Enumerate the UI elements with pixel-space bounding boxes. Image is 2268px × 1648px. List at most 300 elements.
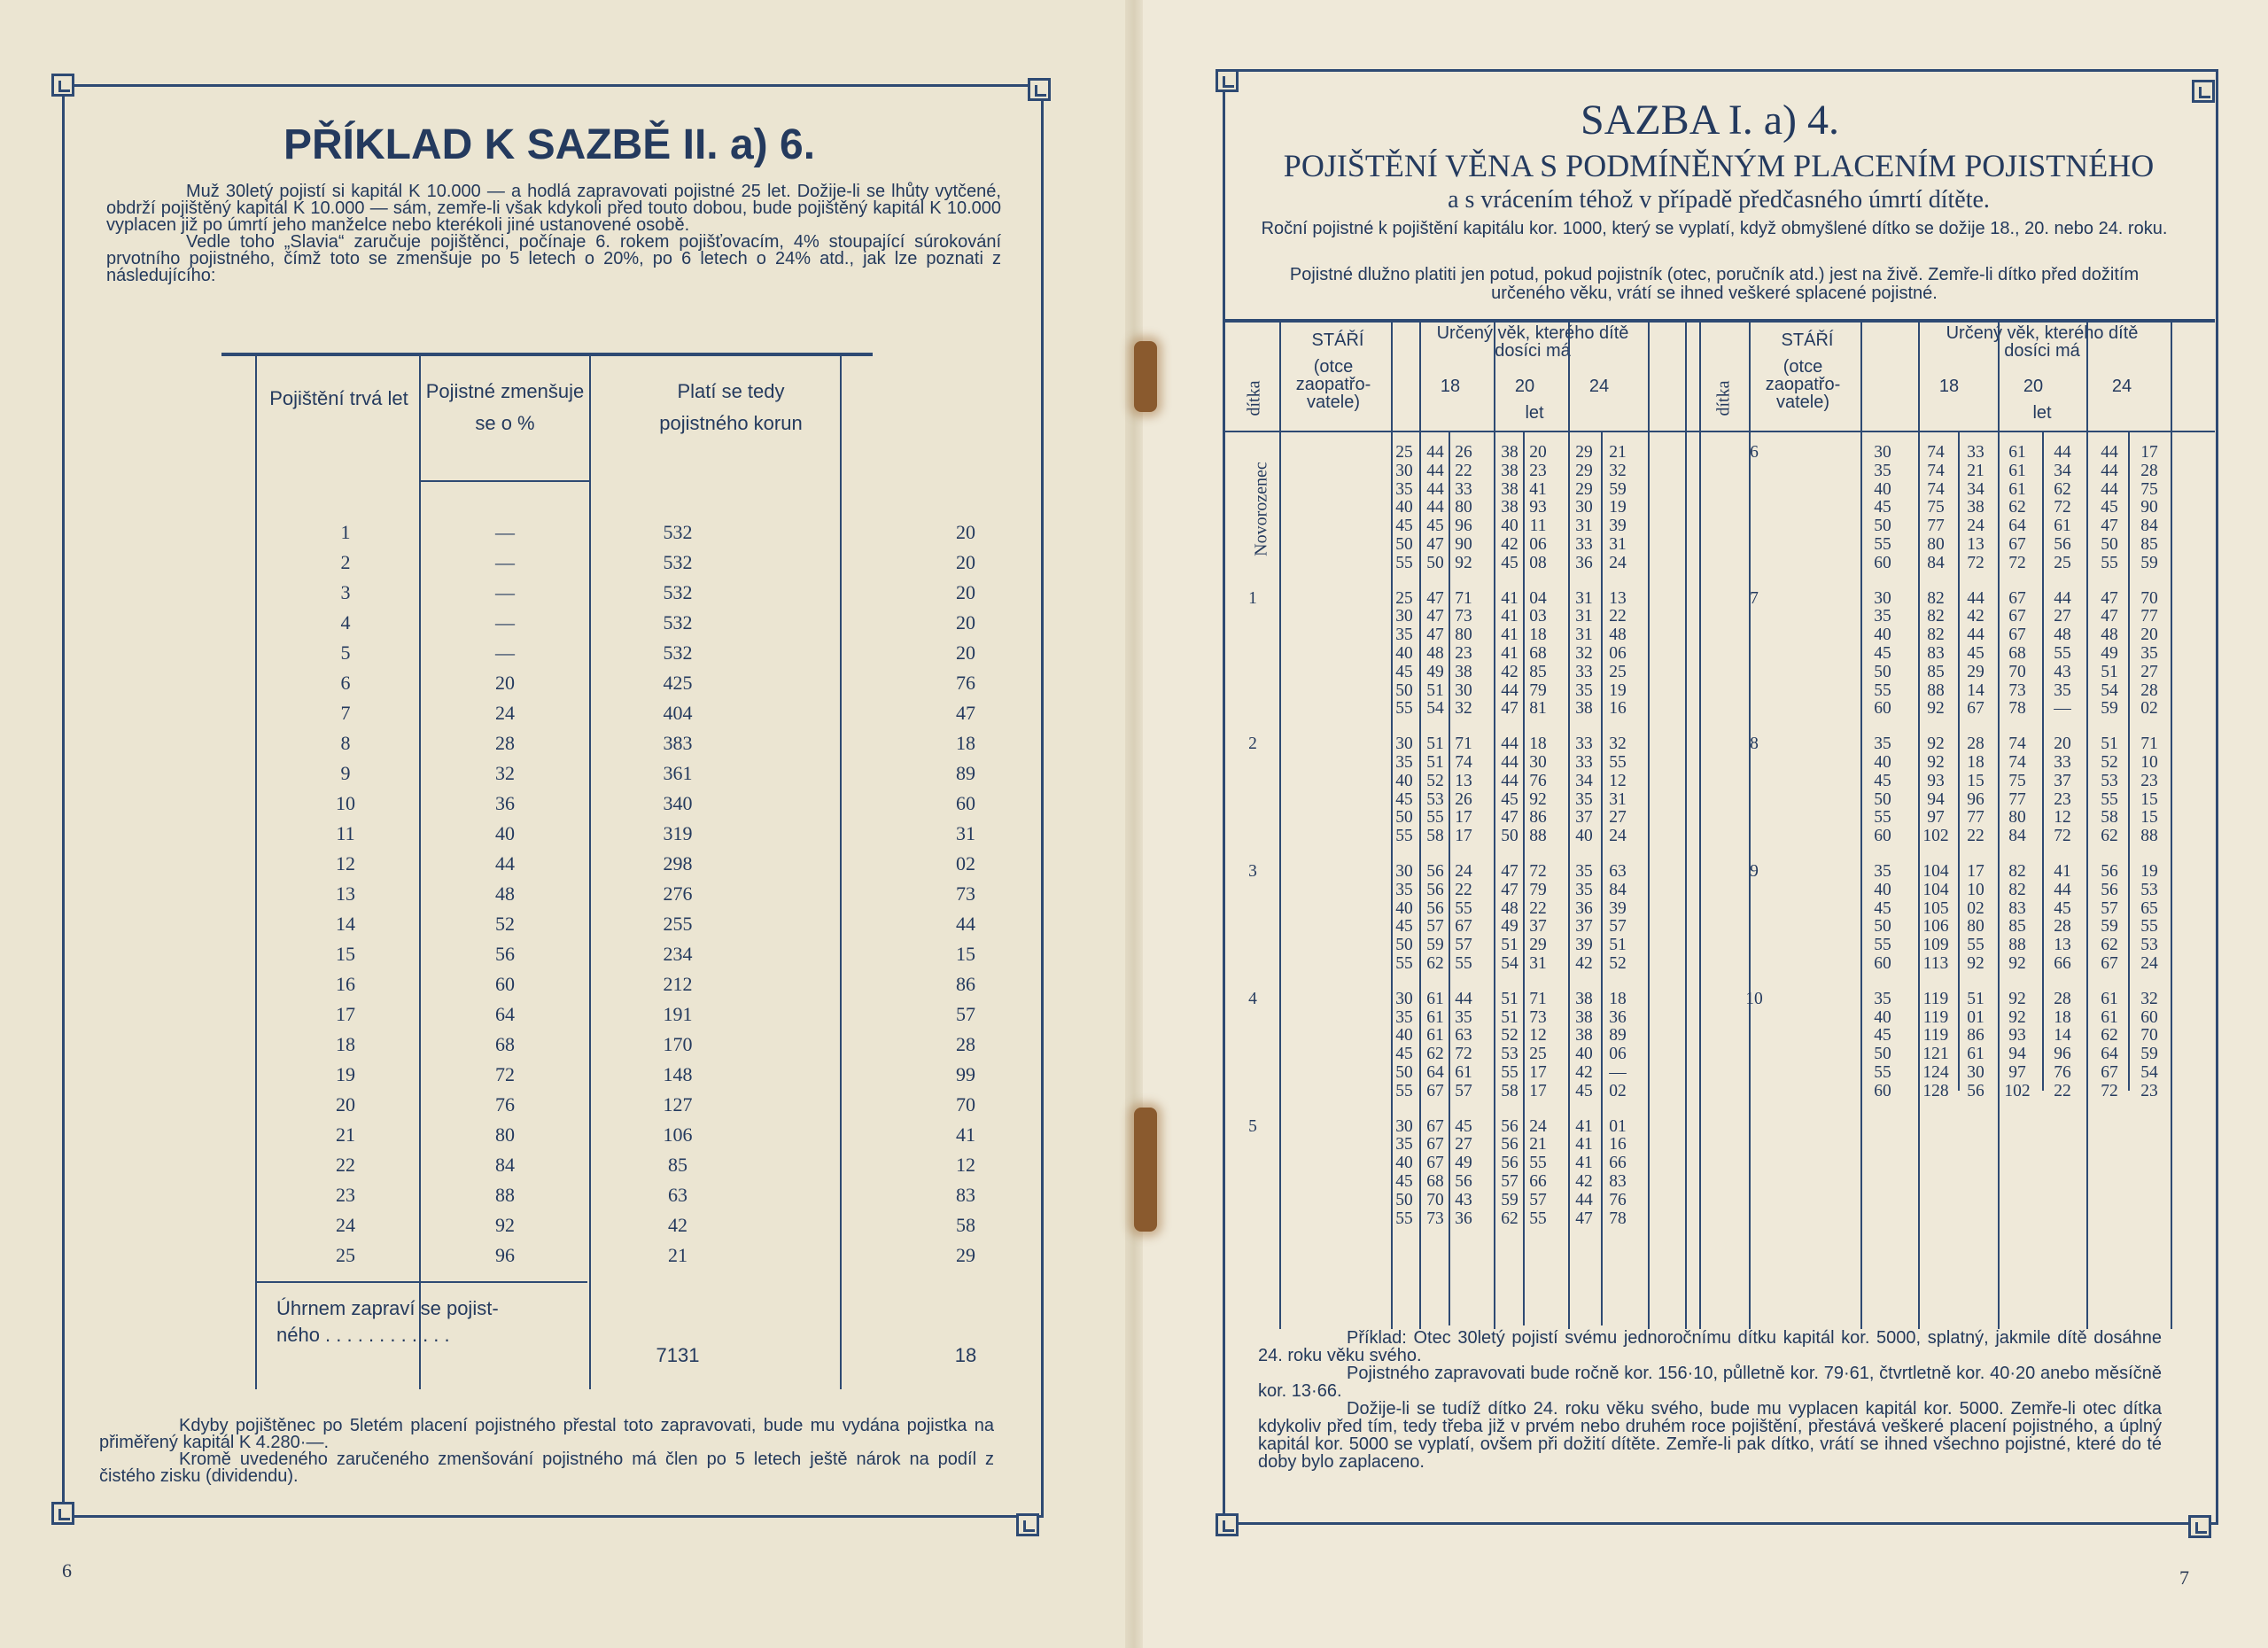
rate-cell: 30 bbox=[1395, 862, 1413, 881]
rate-cell: 14 bbox=[2054, 1026, 2071, 1046]
rate-cell: 54 bbox=[1426, 699, 1444, 719]
rate-cell: 23 bbox=[2140, 771, 2158, 790]
rate-cell: 55 bbox=[1426, 808, 1444, 828]
example-paragraph-1: Příklad: Otec 30letý pojistí svému jednoročnímu dítku kapitál kor. 5000, splatný, jakmile dítě dosáhne 24. roku věku svého. bbox=[1258, 1328, 2162, 1365]
rate-cell: 38 bbox=[1575, 1026, 1593, 1046]
header-urceny-right: Určený věk, kterého dítě dosíci má bbox=[1946, 323, 2139, 361]
rate-cell: 75 bbox=[2140, 479, 2158, 499]
rate-cell: 92 bbox=[2008, 954, 2026, 973]
rate-cell: 06 bbox=[1609, 644, 1627, 663]
rate-cell: 37 bbox=[1529, 917, 1547, 937]
rate-cell: 01 bbox=[1609, 1116, 1627, 1136]
hal-cell: 58 bbox=[956, 1214, 975, 1236]
rate-cell: 24 bbox=[1529, 1116, 1547, 1136]
reduction-cell: 76 bbox=[495, 1093, 515, 1116]
rate-cell: 52 bbox=[2101, 753, 2118, 772]
korun-cell: 532 bbox=[663, 611, 693, 634]
reduction-cell: 32 bbox=[495, 762, 515, 784]
rate-cell: 51 bbox=[1501, 1007, 1518, 1027]
rate-cell: 50 bbox=[1395, 535, 1413, 554]
rate-cell: 35 bbox=[2054, 680, 2071, 700]
rate-cell: 85 bbox=[2008, 917, 2026, 937]
rate-cell: 77 bbox=[2008, 789, 2026, 809]
rate-cell: 58 bbox=[2101, 808, 2118, 828]
rate-cell: 93 bbox=[2008, 1026, 2026, 1046]
rate-cell: 85 bbox=[1529, 662, 1547, 681]
rate-cell: 44 bbox=[1967, 588, 1984, 608]
rate-cell: 67 bbox=[1967, 699, 1984, 719]
rate-cell: 51 bbox=[1967, 989, 1984, 1008]
rate-cell: 37 bbox=[1575, 808, 1593, 828]
rate-cell: 35 bbox=[1575, 880, 1593, 899]
rate-cell: 40 bbox=[1874, 880, 1891, 899]
rate-cell: 41 bbox=[1501, 607, 1518, 626]
rate-cell: 29 bbox=[1575, 479, 1593, 499]
rate-cell: 44 bbox=[2054, 880, 2071, 899]
hal-cell: 41 bbox=[956, 1123, 975, 1146]
rate-cell: 61 bbox=[1455, 1063, 1472, 1082]
corner-ornament bbox=[1216, 1513, 1239, 1536]
reduction-cell: 80 bbox=[495, 1123, 515, 1146]
rate-cell: 27 bbox=[1609, 808, 1627, 828]
rate-cell: 39 bbox=[1609, 517, 1627, 536]
rate-cell: 42 bbox=[1967, 607, 1984, 626]
rate-cell: 96 bbox=[2054, 1045, 2071, 1064]
rate-cell: 29 bbox=[1575, 461, 1593, 480]
rate-cell: 33 bbox=[1575, 662, 1593, 681]
page-number-right: 7 bbox=[2179, 1566, 2189, 1589]
rate-cell: 24 bbox=[2140, 954, 2158, 973]
rate-cell: 53 bbox=[1501, 1045, 1518, 1064]
table-row bbox=[221, 973, 975, 1003]
table-rule bbox=[1749, 319, 1751, 1329]
rate-cell: 128 bbox=[1922, 1081, 1949, 1100]
reduction-cell: 24 bbox=[495, 702, 515, 724]
hal-cell: 31 bbox=[956, 822, 975, 844]
rate-cell: 31 bbox=[1529, 954, 1547, 973]
rate-cell: 28 bbox=[1967, 735, 1984, 754]
intro-paragraph-1: Muž 30letý pojistí si kapitál K 10.000 — a hodlá zapravovati pojistné 25 let. Dožije-li se lhůty vytčené, obdrží pojištěný kapitál K 10.000 — sám, zemře-li však kdykoli před touto dobou, bude pojištěný kapitál K 10.000 vyplacen již po úmrtí jeho manželce nebo kterékoli jiné ustanovené osobě. bbox=[106, 182, 1001, 235]
rate-cell: 35 bbox=[1874, 607, 1891, 626]
rate-cell: 18 bbox=[2054, 1007, 2071, 1027]
rate-cell: 51 bbox=[1609, 936, 1627, 955]
rate-cell: 38 bbox=[1501, 498, 1518, 517]
rate-cell: 59 bbox=[2101, 917, 2118, 937]
rate-cell: 67 bbox=[2101, 1063, 2118, 1082]
total-label-line2: ného . . . . . . . . . . . . bbox=[276, 1324, 450, 1346]
rate-cell: 84 bbox=[2008, 827, 2026, 846]
rate-cell: 40 bbox=[1395, 771, 1413, 790]
child-age-label: 6 bbox=[1750, 443, 1759, 462]
reduction-cell: 56 bbox=[495, 943, 515, 965]
rate-cell: 18 bbox=[1529, 626, 1547, 645]
rate-cell: 73 bbox=[2008, 680, 2026, 700]
korun-cell: 425 bbox=[663, 672, 693, 694]
duration-cell: 22 bbox=[336, 1154, 355, 1176]
rate-cell: 92 bbox=[1967, 954, 1984, 973]
rate-cell: 104 bbox=[1922, 880, 1949, 899]
hal-cell: 76 bbox=[956, 672, 975, 694]
rate-cell: 55 bbox=[1395, 1081, 1413, 1100]
korun-cell: 298 bbox=[663, 852, 693, 875]
rate-cell: 23 bbox=[1455, 644, 1472, 663]
rate-cell: 34 bbox=[1575, 771, 1593, 790]
rate-cell: 102 bbox=[1922, 827, 1949, 846]
rate-cell: 45 bbox=[1874, 771, 1891, 790]
rate-cell: 66 bbox=[1609, 1154, 1627, 1173]
rate-cell: 83 bbox=[1927, 644, 1945, 663]
rate-cell: 44 bbox=[1501, 753, 1518, 772]
rate-cell: 51 bbox=[2101, 735, 2118, 754]
rate-cell: 88 bbox=[2140, 827, 2158, 846]
rate-cell: 62 bbox=[1501, 1209, 1518, 1228]
rate-cell: 22 bbox=[1455, 880, 1472, 899]
rate-cell: 45 bbox=[1455, 1116, 1472, 1136]
korun-cell: 404 bbox=[663, 702, 693, 724]
rate-cell: 93 bbox=[1927, 771, 1945, 790]
rate-cell: 21 bbox=[1609, 443, 1627, 462]
rate-cell: 56 bbox=[1501, 1135, 1518, 1154]
duration-cell: 5 bbox=[340, 641, 351, 664]
header-rule bbox=[419, 480, 589, 482]
rate-cell: 47 bbox=[1501, 862, 1518, 881]
reduction-cell: 20 bbox=[495, 672, 515, 694]
rate-cell: 20 bbox=[2054, 735, 2071, 754]
rate-cell: 74 bbox=[1455, 753, 1472, 772]
rate-cell: 37 bbox=[2054, 771, 2071, 790]
rate-cell: 67 bbox=[2008, 626, 2026, 645]
rate-cell: 40 bbox=[1501, 517, 1518, 536]
rate-cell: 38 bbox=[1501, 479, 1518, 499]
rate-cell: 67 bbox=[1426, 1154, 1444, 1173]
rate-cell: 40 bbox=[1395, 644, 1413, 663]
child-age-label: 5 bbox=[1248, 1116, 1257, 1136]
rate-cell: 76 bbox=[1609, 1190, 1627, 1209]
rate-cell: 72 bbox=[2054, 827, 2071, 846]
rate-cell: 57 bbox=[1426, 917, 1444, 937]
table-rule bbox=[1699, 319, 1701, 1329]
korun-cell: 234 bbox=[663, 943, 693, 965]
rate-cell: 51 bbox=[1426, 680, 1444, 700]
table-top-rule bbox=[1223, 319, 2215, 323]
rate-cell: 50 bbox=[1874, 917, 1891, 937]
rate-cell: 57 bbox=[1455, 936, 1472, 955]
rate-cell: 22 bbox=[1455, 461, 1472, 480]
korun-cell: 191 bbox=[663, 1003, 693, 1025]
table-row bbox=[221, 1003, 975, 1033]
rate-cell: 67 bbox=[1426, 1135, 1444, 1154]
rate-cell: 50 bbox=[1395, 1063, 1413, 1082]
rate-cell: 61 bbox=[1426, 1026, 1444, 1046]
rate-cell: 51 bbox=[1426, 753, 1444, 772]
rate-cell: 92 bbox=[1927, 699, 1945, 719]
rate-cell: 31 bbox=[1575, 626, 1593, 645]
rate-cell: 47 bbox=[1501, 699, 1518, 719]
reduction-cell: — bbox=[495, 521, 515, 543]
rate-cell: 59 bbox=[1426, 936, 1444, 955]
rate-cell: 26 bbox=[1455, 443, 1472, 462]
header-urceny-left: Určený věk, kterého dítě dosíci má bbox=[1436, 323, 1629, 361]
rate-cell: 39 bbox=[1575, 936, 1593, 955]
rate-cell: 26 bbox=[1455, 789, 1472, 809]
korun-cell: 42 bbox=[668, 1214, 687, 1236]
rate-cell: 51 bbox=[1501, 989, 1518, 1008]
rate-cell: 82 bbox=[1927, 626, 1945, 645]
korun-cell: 21 bbox=[668, 1244, 687, 1266]
reduction-cell: 36 bbox=[495, 792, 515, 814]
rate-cell: 35 bbox=[1874, 862, 1891, 881]
rate-cell: 55 bbox=[1874, 808, 1891, 828]
rate-cell: 30 bbox=[1395, 607, 1413, 626]
rate-cell: 84 bbox=[1927, 553, 1945, 572]
rate-cell: 86 bbox=[1529, 808, 1547, 828]
rate-cell: 55 bbox=[1395, 553, 1413, 572]
duration-cell: 8 bbox=[340, 732, 351, 754]
rate-cell: 97 bbox=[2008, 1063, 2026, 1082]
rate-cell: 61 bbox=[2008, 461, 2026, 480]
rate-cell: 106 bbox=[1922, 917, 1949, 937]
rate-cell: 62 bbox=[2054, 479, 2071, 499]
hal-cell: 20 bbox=[956, 581, 975, 603]
child-age-label: 8 bbox=[1750, 735, 1759, 754]
table-row bbox=[221, 852, 975, 882]
rate-cell: 64 bbox=[2008, 517, 2026, 536]
table-row bbox=[221, 551, 975, 581]
rate-cell: 56 bbox=[1501, 1116, 1518, 1136]
rate-cell: 35 bbox=[1395, 880, 1413, 899]
rate-cell: 109 bbox=[1922, 936, 1949, 955]
rate-cell: 50 bbox=[1395, 808, 1413, 828]
rate-cell: 12 bbox=[1609, 771, 1627, 790]
rate-cell: 80 bbox=[1967, 917, 1984, 937]
rate-cell: 22 bbox=[2054, 1081, 2071, 1100]
rate-cell: 44 bbox=[1575, 1190, 1593, 1209]
corner-ornament bbox=[51, 1502, 74, 1525]
rate-cell: 81 bbox=[1529, 699, 1547, 719]
total-korun: 7131 bbox=[656, 1344, 700, 1366]
duration-cell: 15 bbox=[336, 943, 355, 965]
rate-cell: 51 bbox=[1501, 936, 1518, 955]
total-hal: 18 bbox=[954, 1344, 977, 1366]
rate-cell: 77 bbox=[2140, 607, 2158, 626]
duration-cell: 3 bbox=[340, 581, 351, 603]
rate-cell: 17 bbox=[1529, 1063, 1547, 1082]
rate-cell: 55 bbox=[1874, 680, 1891, 700]
rate-cell: 97 bbox=[1927, 808, 1945, 828]
rate-cell: 45 bbox=[1395, 1172, 1413, 1191]
rate-cell: 53 bbox=[2101, 771, 2118, 790]
header-otce-right: (otce zaopatřo- vatele) bbox=[1765, 357, 1841, 412]
table-row bbox=[221, 732, 975, 762]
table-row bbox=[221, 702, 975, 732]
rate-cell: 45 bbox=[1874, 898, 1891, 918]
korun-cell: 532 bbox=[663, 551, 693, 573]
rate-cell: 27 bbox=[2054, 607, 2071, 626]
rate-cell: 59 bbox=[1609, 479, 1627, 499]
rate-cell: 119 bbox=[1922, 989, 1949, 1008]
rate-cell: 45 bbox=[2054, 898, 2071, 918]
table-rule bbox=[2086, 319, 2088, 1329]
hal-cell: 83 bbox=[956, 1184, 975, 1206]
left-intro bbox=[106, 183, 1001, 284]
child-age-label: Novorozenec bbox=[1251, 461, 1271, 556]
header-reduction: Pojistné zmenšuje se o % bbox=[425, 380, 585, 434]
rate-cell: 17 bbox=[2140, 443, 2158, 462]
rate-cell: 74 bbox=[1927, 479, 1945, 499]
rate-cell: 23 bbox=[2140, 1081, 2158, 1100]
rate-cell: 73 bbox=[1455, 607, 1472, 626]
rate-cell: 24 bbox=[1609, 827, 1627, 846]
rate-cell: 15 bbox=[2140, 789, 2158, 809]
child-age-label: 2 bbox=[1248, 735, 1257, 754]
rate-cell: 76 bbox=[2054, 1063, 2071, 1082]
rate-cell: — bbox=[2054, 699, 2071, 719]
korun-cell: 212 bbox=[663, 973, 693, 995]
hal-cell: 28 bbox=[956, 1033, 975, 1055]
table-row bbox=[221, 672, 975, 702]
rate-cell: 10 bbox=[2140, 753, 2158, 772]
rate-cell: 25 bbox=[1395, 443, 1413, 462]
duration-cell: 14 bbox=[336, 913, 355, 935]
rate-cell: 12 bbox=[1529, 1026, 1547, 1046]
rate-cell: 62 bbox=[2101, 936, 2118, 955]
rate-cell: 92 bbox=[2008, 1007, 2026, 1027]
rate-cell: 11 bbox=[1529, 517, 1547, 536]
rate-cell: 02 bbox=[1609, 1081, 1627, 1100]
rate-cell: 35 bbox=[1395, 1007, 1413, 1027]
rate-cell: 35 bbox=[1575, 789, 1593, 809]
reduction-cell: 60 bbox=[495, 973, 515, 995]
rate-cell: 90 bbox=[1455, 535, 1472, 554]
rate-cell: 73 bbox=[1426, 1209, 1444, 1228]
rate-cell: 44 bbox=[1426, 443, 1444, 462]
rate-cell: 35 bbox=[2140, 644, 2158, 663]
hal-cell: 12 bbox=[956, 1154, 975, 1176]
duration-cell: 6 bbox=[340, 672, 351, 694]
rate-cell: 20 bbox=[1529, 443, 1547, 462]
total-label bbox=[276, 1295, 586, 1349]
rate-cell: 30 bbox=[1874, 443, 1891, 462]
reduction-cell: 28 bbox=[495, 732, 515, 754]
corner-ornament bbox=[1028, 78, 1051, 101]
rate-cell: 45 bbox=[1395, 662, 1413, 681]
rate-cell: 47 bbox=[1426, 626, 1444, 645]
rate-cell: 15 bbox=[2140, 808, 2158, 828]
rate-cell: 31 bbox=[1575, 588, 1593, 608]
rate-cell: 38 bbox=[1501, 443, 1518, 462]
rate-cell: — bbox=[1609, 1063, 1627, 1082]
duration-cell: 17 bbox=[336, 1003, 355, 1025]
rate-cell: 50 bbox=[1501, 827, 1518, 846]
rate-cell: 55 bbox=[2101, 789, 2118, 809]
table-rule bbox=[2171, 319, 2172, 1329]
korun-cell: 85 bbox=[668, 1154, 687, 1176]
rate-cell: 58 bbox=[1501, 1081, 1518, 1100]
rate-cell: 23 bbox=[2054, 789, 2071, 809]
duration-cell: 24 bbox=[336, 1214, 355, 1236]
rate-cell: 55 bbox=[1967, 936, 1984, 955]
rate-cell: 42 bbox=[1575, 954, 1593, 973]
rate-cell: 53 bbox=[2140, 936, 2158, 955]
rate-cell: 44 bbox=[2054, 443, 2071, 462]
rate-cell: 40 bbox=[1395, 1154, 1413, 1173]
header-18-right: 18 bbox=[1938, 377, 1960, 396]
rate-cell: 35 bbox=[1395, 626, 1413, 645]
rate-cell: 16 bbox=[1609, 1135, 1627, 1154]
duration-cell: 9 bbox=[340, 762, 351, 784]
rate-cell: 13 bbox=[1609, 588, 1627, 608]
rate-cell: 62 bbox=[2008, 498, 2026, 517]
rate-cell: 16 bbox=[1609, 699, 1627, 719]
rate-cell: 55 bbox=[1609, 753, 1627, 772]
header-20-right: 20 bbox=[2023, 377, 2044, 396]
table-row bbox=[221, 913, 975, 943]
rate-cell: 45 bbox=[1874, 498, 1891, 517]
rate-cell: 31 bbox=[1575, 607, 1593, 626]
rate-cell: 56 bbox=[2101, 880, 2118, 899]
rate-cell: 32 bbox=[1575, 644, 1593, 663]
rate-cell: 70 bbox=[2140, 588, 2158, 608]
rate-cell: 89 bbox=[1609, 1026, 1627, 1046]
rate-cell: 72 bbox=[1529, 862, 1547, 881]
rate-cell: 55 bbox=[2101, 553, 2118, 572]
rate-cell: 63 bbox=[1609, 862, 1627, 881]
rate-cell: 42 bbox=[1501, 535, 1518, 554]
reduction-cell: — bbox=[495, 611, 515, 634]
rate-cell: 96 bbox=[1455, 517, 1472, 536]
table-row bbox=[221, 822, 975, 852]
rate-cell: 50 bbox=[1874, 1045, 1891, 1064]
rate-cell: 30 bbox=[1874, 588, 1891, 608]
rate-cell: 67 bbox=[1426, 1116, 1444, 1136]
rate-cell: 74 bbox=[2008, 735, 2026, 754]
rate-cell: 55 bbox=[1529, 1209, 1547, 1228]
header-payment: Platí se tedy pojistného korun bbox=[659, 380, 803, 434]
rate-cell: 82 bbox=[2008, 880, 2026, 899]
rate-cell: 72 bbox=[1455, 1045, 1472, 1064]
right-example bbox=[1258, 1329, 2162, 1471]
rate-cell: 40 bbox=[1395, 498, 1413, 517]
rate-cell: 41 bbox=[1575, 1135, 1593, 1154]
rate-cell: 119 bbox=[1922, 1007, 1949, 1027]
hal-cell: 18 bbox=[956, 732, 975, 754]
rate-cell: 02 bbox=[2140, 699, 2158, 719]
rate-cell: 45 bbox=[1501, 553, 1518, 572]
rate-cell: 18 bbox=[1967, 753, 1984, 772]
rate-cell: 55 bbox=[1874, 535, 1891, 554]
rate-cell: 30 bbox=[1455, 680, 1472, 700]
rate-cell: 40 bbox=[1874, 1007, 1891, 1027]
table-row bbox=[221, 521, 975, 551]
rate-cell: 35 bbox=[1874, 735, 1891, 754]
rate-cell: 24 bbox=[1455, 862, 1472, 881]
rate-cell: 92 bbox=[1927, 735, 1945, 754]
rate-cell: 39 bbox=[1609, 898, 1627, 918]
header-24-right: 24 bbox=[2111, 377, 2132, 396]
left-outro bbox=[99, 1418, 994, 1485]
rate-cell: 92 bbox=[1927, 753, 1945, 772]
duration-cell: 2 bbox=[340, 551, 351, 573]
table-row bbox=[221, 1063, 975, 1093]
reduction-cell: — bbox=[495, 551, 515, 573]
rate-cell: 35 bbox=[1395, 753, 1413, 772]
rate-cell: 30 bbox=[1529, 753, 1547, 772]
rate-cell: 34 bbox=[2054, 461, 2071, 480]
rate-cell: 84 bbox=[2140, 517, 2158, 536]
rate-cell: 45 bbox=[1395, 789, 1413, 809]
rate-cell: 29 bbox=[1967, 662, 1984, 681]
rate-cell: 35 bbox=[1874, 461, 1891, 480]
